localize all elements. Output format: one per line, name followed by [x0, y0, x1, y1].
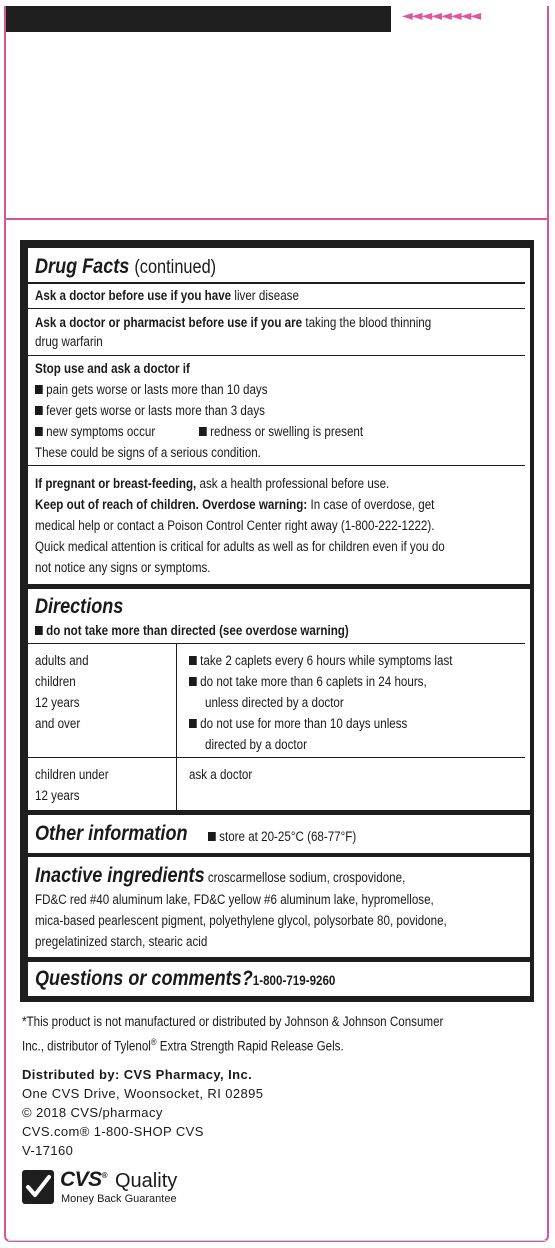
divider: [28, 308, 525, 309]
dose-instruction: ask a doctor: [189, 767, 253, 782]
inactive-ingredients-line: mica-based pearlescent pigment, polyethylene glycol, polysorbate 80, povidone,: [35, 913, 447, 928]
disclaimer: *This product is not manufactured or distributed by Johnson & Johnson Consumer Inc., distributor of Tylenol® Extra Strength Rapid Release Gels.: [22, 1014, 444, 1054]
overdose-warning-line: Keep out of reach of children. Overdose warning: In case of overdose, get: [35, 497, 435, 512]
distributor-info: Distributed by: CVS Pharmacy, Inc. One CVS Drive, Woonsocket, RI 02895 © 2018 CVS/pharmacy CVS.com® 1-800-SHOP CVS V-17160: [22, 1067, 264, 1158]
inactive-ingredients-line: FD&C red #40 aluminum lake, FD&C yellow #6 aluminum lake, hypromellose,: [35, 892, 434, 907]
pregnancy-line: If pregnant or breast-feeding, ask a health professional before use.: [35, 476, 390, 491]
inactive-ingredients-line: pregelatinized starch, stearic acid: [35, 934, 208, 949]
other-information-title: Other information: [35, 822, 188, 845]
directions-age: and over: [35, 716, 81, 731]
directions-age: children under: [35, 767, 109, 782]
directions-age: adults and: [35, 653, 89, 668]
stop-item: new symptoms occur: [35, 421, 155, 442]
dose-instruction: take 2 caplets every 6 hours while symptoms last: [189, 650, 452, 671]
directions-age: children: [35, 674, 76, 689]
stop-use-heading: Stop use and ask a doctor if: [35, 361, 190, 376]
directions-age: 12 years: [35, 788, 80, 803]
column-divider: [176, 644, 177, 810]
divider: [28, 643, 525, 644]
directions-warning: do not take more than directed (see overdose warning): [35, 620, 349, 641]
ask-doctor-line: Ask a doctor before use if you have liver disease: [35, 288, 299, 303]
divider: [28, 757, 525, 758]
overdose-warning-line: not notice any signs or symptoms.: [35, 560, 211, 575]
drug-facts-title: Drug Facts (continued): [35, 255, 217, 278]
overdose-warning-line: Quick medical attention is critical for adults as well as for children even if you do: [35, 539, 445, 554]
ask-pharmacist-line: Ask a doctor or pharmacist before use if you are taking the blood thinning: [35, 315, 432, 330]
dose-instruction: do not take more than 6 caplets in 24 hours,: [189, 671, 427, 692]
ask-pharmacist-line-2: drug warfarin: [35, 334, 103, 349]
arrow-marks: ◄◄◄◄◄◄◄◄: [402, 8, 481, 24]
divider: [28, 355, 525, 356]
storage-instruction: store at 20-25°C (68-77°F): [208, 826, 356, 847]
dose-instruction: do not use for more than 10 days unless: [189, 713, 407, 734]
directions-age: 12 years: [35, 695, 80, 710]
quality-text: Quality: [115, 1170, 178, 1192]
checkmark-icon: [22, 1170, 54, 1204]
divider: [28, 282, 525, 284]
overdose-warning-line: medical help or contact a Poison Control Center right away (1-800-222-1222).: [35, 518, 435, 533]
stop-item: redness or swelling is present: [199, 421, 363, 442]
directions-title: Directions: [35, 595, 124, 618]
dose-instruction: unless directed by a doctor: [205, 695, 344, 710]
bottom-rule: [8, 1240, 546, 1241]
cvs-logo-text: CVS®: [60, 1168, 108, 1191]
blank-label-panel: [4, 28, 549, 220]
money-back-guarantee: Money Back Guarantee: [61, 1193, 177, 1205]
inactive-ingredients-line: Inactive ingredients croscarmellose sodium, crospovidone,: [35, 864, 406, 887]
divider: [28, 465, 525, 466]
stop-item: pain gets worse or lasts more than 10 days: [35, 379, 268, 400]
stop-item: fever gets worse or lasts more than 3 days: [35, 400, 265, 421]
stop-note: These could be signs of a serious condition.: [35, 445, 261, 460]
questions-line: Questions or comments?1-800-719-9260: [35, 967, 336, 990]
dose-instruction: directed by a doctor: [205, 737, 307, 752]
